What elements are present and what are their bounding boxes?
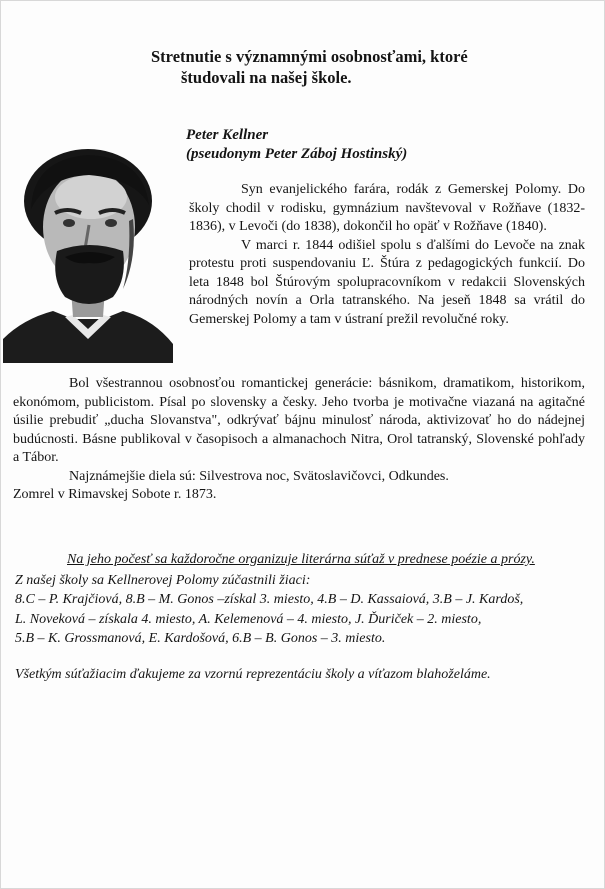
contest-intro: Z našej školy sa Kellnerovej Polomy zúčastnili žiaci: [15, 572, 311, 588]
subject-heading [186, 126, 586, 164]
bio-paragraph-death: Zomrel v Rimavskej Sobote r. 1873. [13, 487, 217, 502]
contest-participants-line2: L. Noveková – získala 4. miesto, A. Kelemenová – 4. miesto, J. Ďuriček – 2. miesto, [15, 611, 482, 627]
bio-paragraph-levoca: V marci r. 1844 odišiel spolu s ďalšími do Levoče na znak protestu proti suspendovaniu Ľ. Štúra z pedagogických funkcií. Do leta 1848 bol Štúrovým spolupracovníkom v redakcii Slovenských národných novín a Orla tatranského. Na jeseň 1848 sa vrátil do Gemerskej Polomy a tam v ústraní prežil revolučné roky. [189, 237, 585, 327]
article-title [151, 46, 571, 88]
bio-column [189, 181, 585, 329]
subject-pseudonym: (pseudonym Peter Záboj Hostinský) [186, 146, 408, 162]
bio-paragraph-notable-works: Najznámejšie diela sú: Silvestrova noc, Svätoslavičovci, Odkundes. [69, 468, 449, 484]
subject-name: Peter Kellner [186, 127, 269, 143]
contest-thanks: Všetkým súťažiacim ďakujeme za vzornú reprezentáciu školy a víťazom blahoželáme. [15, 666, 491, 682]
contest-heading: Na jeho počesť sa každoročne organizuje literárna súťaž v prednese poézie a prózy. [67, 552, 535, 567]
contest-section [15, 550, 587, 684]
article-title-line2: študovali na našej škole. [181, 68, 352, 87]
bio-paragraph-work: Bol všestrannou osobnosťou romantickej generácie: básnikom, dramatikom, historikom, ekonómom, publicistom. Písal po slovensky a česky. Jeho tvorba je motivačne viazaná na agitačné úsilie prebudiť „ducha Slovanstva", odkrývať bájnu minulosť národa, aktivizovať ho do nádejnej budúcnosti. Básne publikoval v časopisoch a almanachoch Nitra, Orol tatranský, Slovenské pohľady a Tábor. [13, 376, 585, 465]
contest-participants-line1: 8.C – P. Krajčiová, 8.B – M. Gonos –získal 3. miesto, 4.B – D. Kassaiová, 3.B – J. Kardoš, [15, 592, 524, 607]
article-title-line1: Stretnutie s významnými osobnosťami, ktoré [151, 47, 468, 66]
portrait-image [3, 139, 173, 363]
bio-paragraph-origin: Syn evanjelického farára, rodák z Gemerskej Polomy. Do školy chodil v rodisku, gymnázium navštevoval v Rožňave (1832-1836), v Levoči (do 1838), dokončil ho opäť v Rožňave (1840). [189, 182, 585, 234]
bio-full-width [13, 375, 585, 505]
contest-participants-line3: 5.B – K. Grossmanová, E. Kardošová, 6.B – B. Gonos – 3. miesto. [15, 631, 386, 646]
